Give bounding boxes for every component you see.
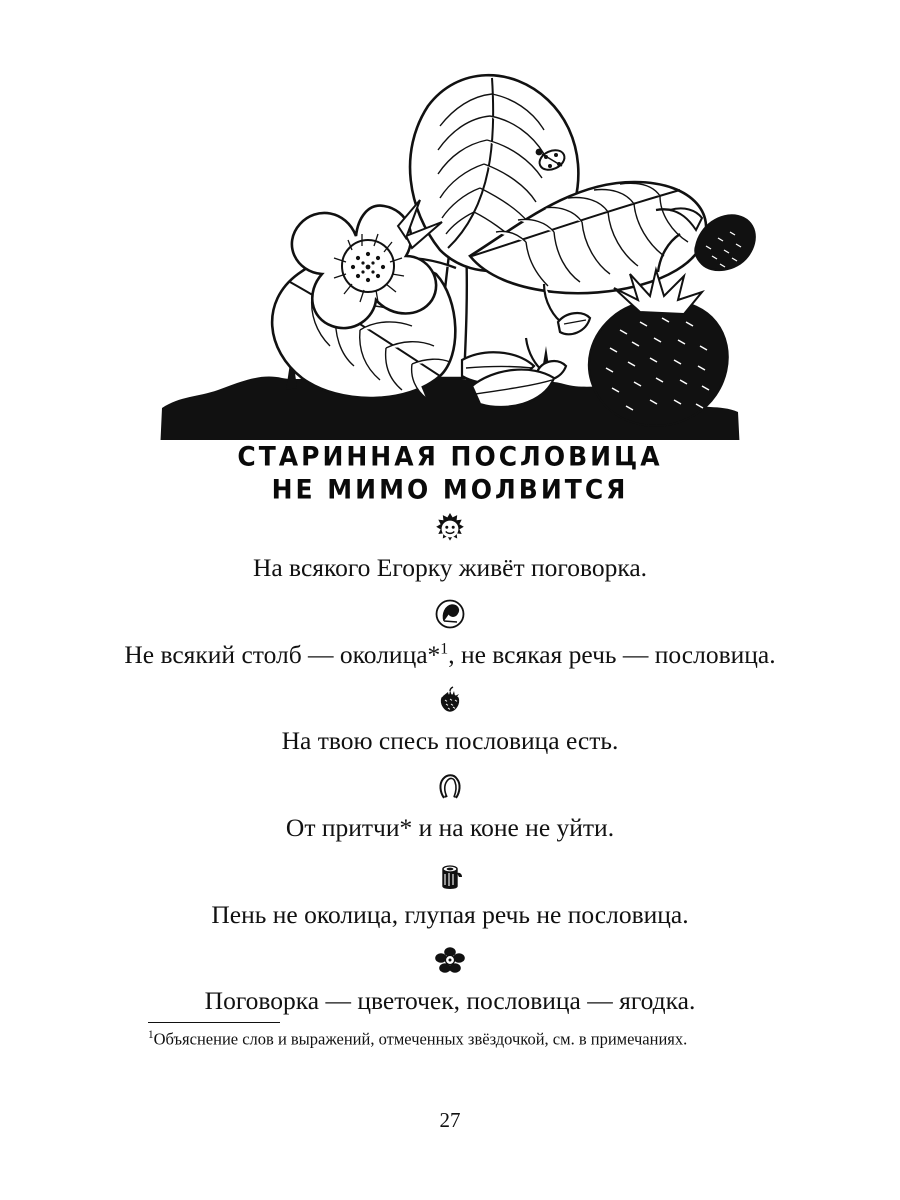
page-title bbox=[0, 440, 900, 506]
page-title-line-2: НЕ МИМО МОЛВИТСЯ bbox=[271, 473, 629, 506]
proverb-2 bbox=[100, 639, 800, 672]
proverb-1: На всякого Егорку живёт поговорка. bbox=[252, 553, 648, 582]
footnote-divider bbox=[148, 1022, 280, 1023]
horn-ornament bbox=[100, 599, 800, 633]
proverb-2-text-after: , не всякая речь — пословица. bbox=[448, 639, 776, 669]
footnote-marker-inline: 1 bbox=[440, 640, 449, 658]
flower-ornament bbox=[100, 945, 800, 979]
proverb-list bbox=[100, 512, 800, 1032]
strawberry-ornament bbox=[100, 685, 800, 719]
proverb-5: Пень не околица, глупая речь не пословица. bbox=[211, 899, 689, 929]
page-number: 27 bbox=[439, 1108, 461, 1132]
proverb-6: Поговорка — цветочек, пословица — ягодка. bbox=[204, 986, 696, 1016]
footnote-number: 1 bbox=[148, 1029, 154, 1041]
proverb-3: На твою спесь пословица есть. bbox=[281, 726, 619, 756]
tree-stump-ornament bbox=[100, 859, 800, 893]
flower-buds bbox=[526, 284, 590, 380]
page-title-line-1: СТАРИННАЯ ПОСЛОВИЦА bbox=[237, 440, 663, 473]
footnote-body: Объяснение слов и выражений, отмеченных звёздочкой, см. в примечаниях. bbox=[153, 1029, 688, 1049]
strawberry-flower bbox=[292, 200, 442, 328]
proverb-2-text-before: Не всякий столб — околица* bbox=[124, 639, 441, 669]
horseshoe-ornament bbox=[100, 772, 800, 806]
footnote-text bbox=[148, 1028, 758, 1050]
strawberry-plant-illustration bbox=[140, 60, 760, 440]
sun-face-ornament bbox=[100, 512, 800, 546]
footnote bbox=[148, 1022, 758, 1050]
proverb-4: От притчи* и на коне не уйти. bbox=[285, 812, 615, 842]
